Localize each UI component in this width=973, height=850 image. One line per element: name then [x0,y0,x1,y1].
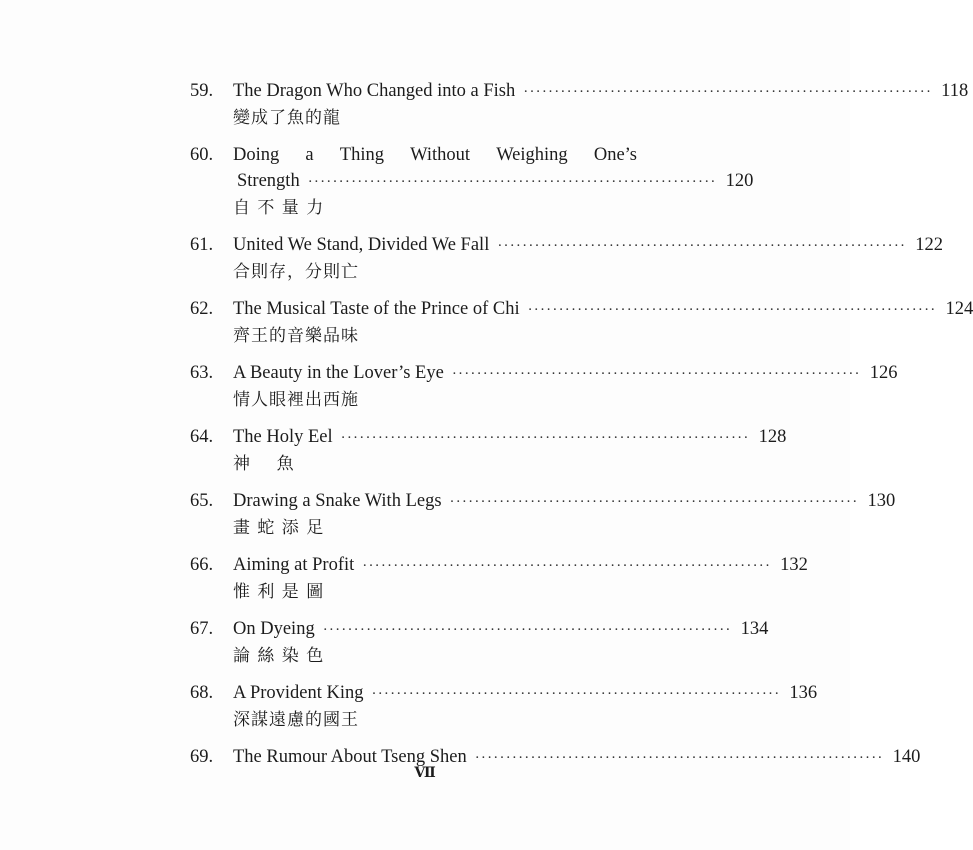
entry-number: 67. [190,619,214,639]
entry-chinese-title: 自 不 量 力 [233,198,325,218]
entry-title: The Rumour About Tseng Shen [233,747,467,767]
title-word: Weighing [496,145,568,165]
entry-chinese-title: 神 魚 [233,454,295,474]
entry-title: Drawing a Snake With Legs [233,491,442,511]
toc-entry [190,142,754,221]
toc-entry [190,488,896,541]
toc-entry [190,552,808,605]
entry-chinese-title: 畫 蛇 添 足 [233,518,325,538]
toc-entry [190,232,943,285]
entry-number: 60. [190,145,214,165]
toc-entry [190,616,769,669]
toc-entry [190,78,969,131]
entry-chinese-title: 齊王的音樂品味 [233,326,359,346]
leader-dots: ·································································· [527,302,937,318]
entry-title: The Dragon Who Changed into a Fish [233,81,516,101]
entry-number: 65. [190,491,214,511]
entry-page: 130 [867,491,896,511]
leader-dots: ·································································· [362,558,772,574]
entry-title: United We Stand, Divided We Fall [233,235,490,255]
entry-number: 69. [190,747,214,767]
entry-number: 59. [190,81,214,101]
entry-number: 68. [190,683,214,703]
toc-entry [190,296,973,349]
entry-number: 66. [190,555,214,575]
entry-title: A Beauty in the Lover’s Eye [233,363,444,383]
entry-page: 134 [740,619,769,639]
entry-number: 62. [190,299,214,319]
leader-dots: ·································································· [340,430,750,446]
entry-chinese-title: 情人眼裡出西施 [233,390,359,410]
title-word: a [305,145,314,165]
entry-title: Aiming at Profit [233,555,355,575]
entry-title-line2: Strength [237,171,300,191]
entry-title-line1 [233,142,637,168]
title-word: One’s [593,145,637,165]
leader-dots: ·································································· [371,686,781,702]
leader-dots: ·································································· [451,366,861,382]
leader-dots: ·································································· [449,494,859,510]
entry-page: 132 [780,555,808,575]
entry-chinese-title: 惟 利 是 圖 [233,582,325,602]
entry-chinese-title: 深謀遠慮的國王 [233,710,359,730]
entry-page: 126 [869,363,898,383]
leader-dots: ·································································· [474,750,884,766]
entry-page: 136 [789,683,818,703]
entry-title: On Dyeing [233,619,315,639]
entry-number: 63. [190,363,214,383]
toc-entry [190,424,787,477]
page-folio: Ⅶ [414,766,436,781]
entry-number: 64. [190,427,214,447]
toc-entry [190,360,898,413]
leader-dots: ·································································· [523,84,933,100]
entry-number: 61. [190,235,214,255]
leader-dots: ·································································· [497,238,907,254]
entry-chinese-title: 變成了魚的龍 [233,108,341,128]
table-of-contents [190,78,973,782]
entry-title: The Holy Eel [233,427,333,447]
toc-entry [190,680,818,733]
title-word: Without [410,145,471,165]
title-word: Doing [233,145,280,165]
entry-chinese-title: 合則存，分則亡 [233,262,359,282]
entry-chinese-title: 論 絲 染 色 [233,646,325,666]
entry-page: 122 [915,235,943,255]
entry-page: 140 [892,747,921,767]
leader-dots: ·································································· [322,622,732,638]
entry-title: A Provident King [233,683,364,703]
entry-page: 120 [725,171,754,191]
entry-title: The Musical Taste of the Prince of Chi [233,299,520,319]
leader-dots: ·································································· [307,174,717,190]
entry-page: 124 [945,299,973,319]
entry-page: 128 [758,427,787,447]
entry-page: 118 [941,81,969,101]
title-word: Thing [339,145,384,165]
